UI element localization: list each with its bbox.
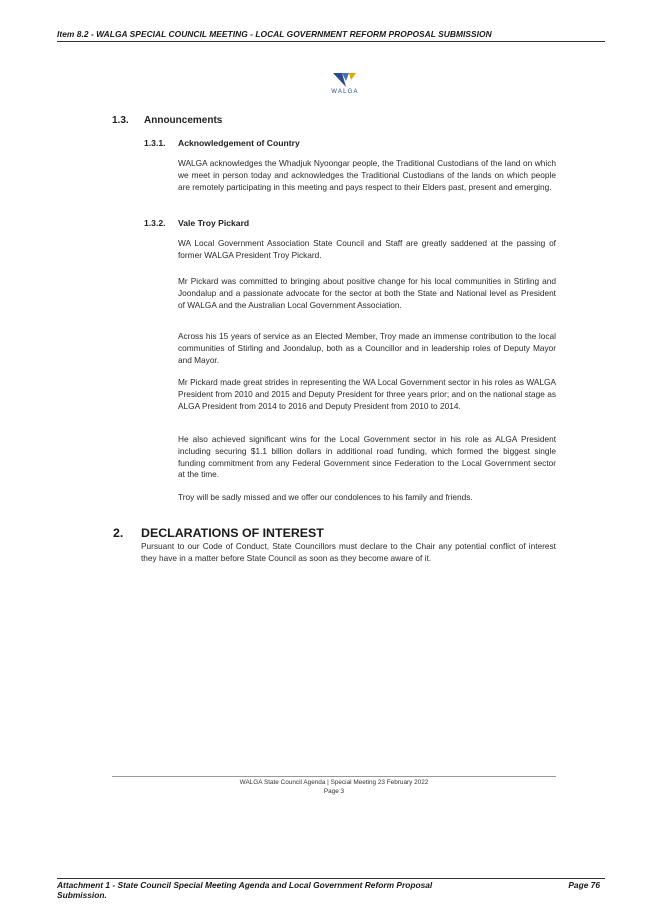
section-title: DECLARATIONS OF INTEREST: [141, 526, 324, 540]
paragraph-declarations: Pursuant to our Code of Conduct, State Councillors must declare to the Chair any potential conflict of interest they have in a matter before State Council as soon as they become aware of it.: [141, 541, 556, 563]
subsection-heading-acknowledgement: [144, 138, 300, 148]
paragraph-vale-2: Mr Pickard was committed to bringing about positive change for his local communities in Stirling and Joondalup and a passionate advocate for the sector at both the State and National level as President of WALGA and the Australian Local Government Association.: [178, 276, 556, 310]
footer-divider: [112, 776, 556, 777]
attachment-caption: Attachment 1 - State Council Special Meeting Agenda and Local Government Reform Proposal Submission.: [57, 880, 433, 900]
logo-text: WALGA: [331, 89, 359, 95]
walga-logo: [325, 72, 365, 95]
footer-agenda-line: WALGA State Council Agenda | Special Meeting 23 February 2022: [239, 779, 429, 786]
subsection-heading-vale: [144, 218, 249, 228]
paragraph-acknowledgement: WALGA acknowledges the Whadjuk Nyoongar people, the Traditional Custodians of the land on which we meet in person today and acknowledges the Traditional Custodians of the lands on which people are remotely participating in this meeting and pays respect to their Elders past, present and emerging.: [178, 158, 556, 192]
paragraph-vale-5: He also achieved significant wins for the Local Government sector in his role as ALGA President including securing $1.1 billion dollars in additional road funding, which formed the biggest single funding commitment from any Federal Government since Federation to the Local Government sector at the time.: [178, 434, 556, 480]
attachment-page-number: Page 76: [568, 880, 600, 890]
paragraph-vale-6: Troy will be sadly missed and we offer our condolences to his family and friends.: [178, 492, 473, 502]
paragraph-vale-3: Across his 15 years of service as an Elected Member, Troy made an immense contribution to the local communities of Stirling and Joondalup, both as a Councillor and in leadership roles of Deputy Mayor and Mayor.: [178, 331, 556, 365]
subsection-title: Vale Troy Pickard: [178, 218, 250, 228]
subsection-number: 1.3.1.: [144, 138, 166, 148]
footer-page-number: Page 3: [323, 788, 345, 795]
subsection-number: 1.3.2.: [144, 218, 166, 228]
section-heading-announcements: [112, 115, 222, 126]
subsection-title: Acknowledgement of Country: [178, 138, 300, 148]
section-number: 2.: [113, 526, 124, 540]
walga-logo-icon: [333, 72, 357, 88]
paragraph-vale-1: WA Local Government Association State Council and Staff are greatly saddened at the passing of former WALGA President Troy Pickard.: [178, 238, 556, 260]
section-number: 1.3.: [112, 115, 129, 126]
bottom-divider: [57, 878, 605, 879]
section-title: Announcements: [144, 115, 223, 126]
paragraph-vale-4: Mr Pickard made great strides in representing the WA Local Government sector in his roles as WALGA President from 2010 and 2015 and Deputy President for three years prior; and on the national stage as ALGA President from 2014 to 2016 and Deputy President from 2010 to 2014.: [178, 377, 556, 411]
section-heading-declarations: [113, 526, 324, 540]
document-header: Item 8.2 - WALGA SPECIAL COUNCIL MEETING - LOCAL GOVERNMENT REFORM PROPOSAL SUBMISSION: [57, 29, 605, 42]
